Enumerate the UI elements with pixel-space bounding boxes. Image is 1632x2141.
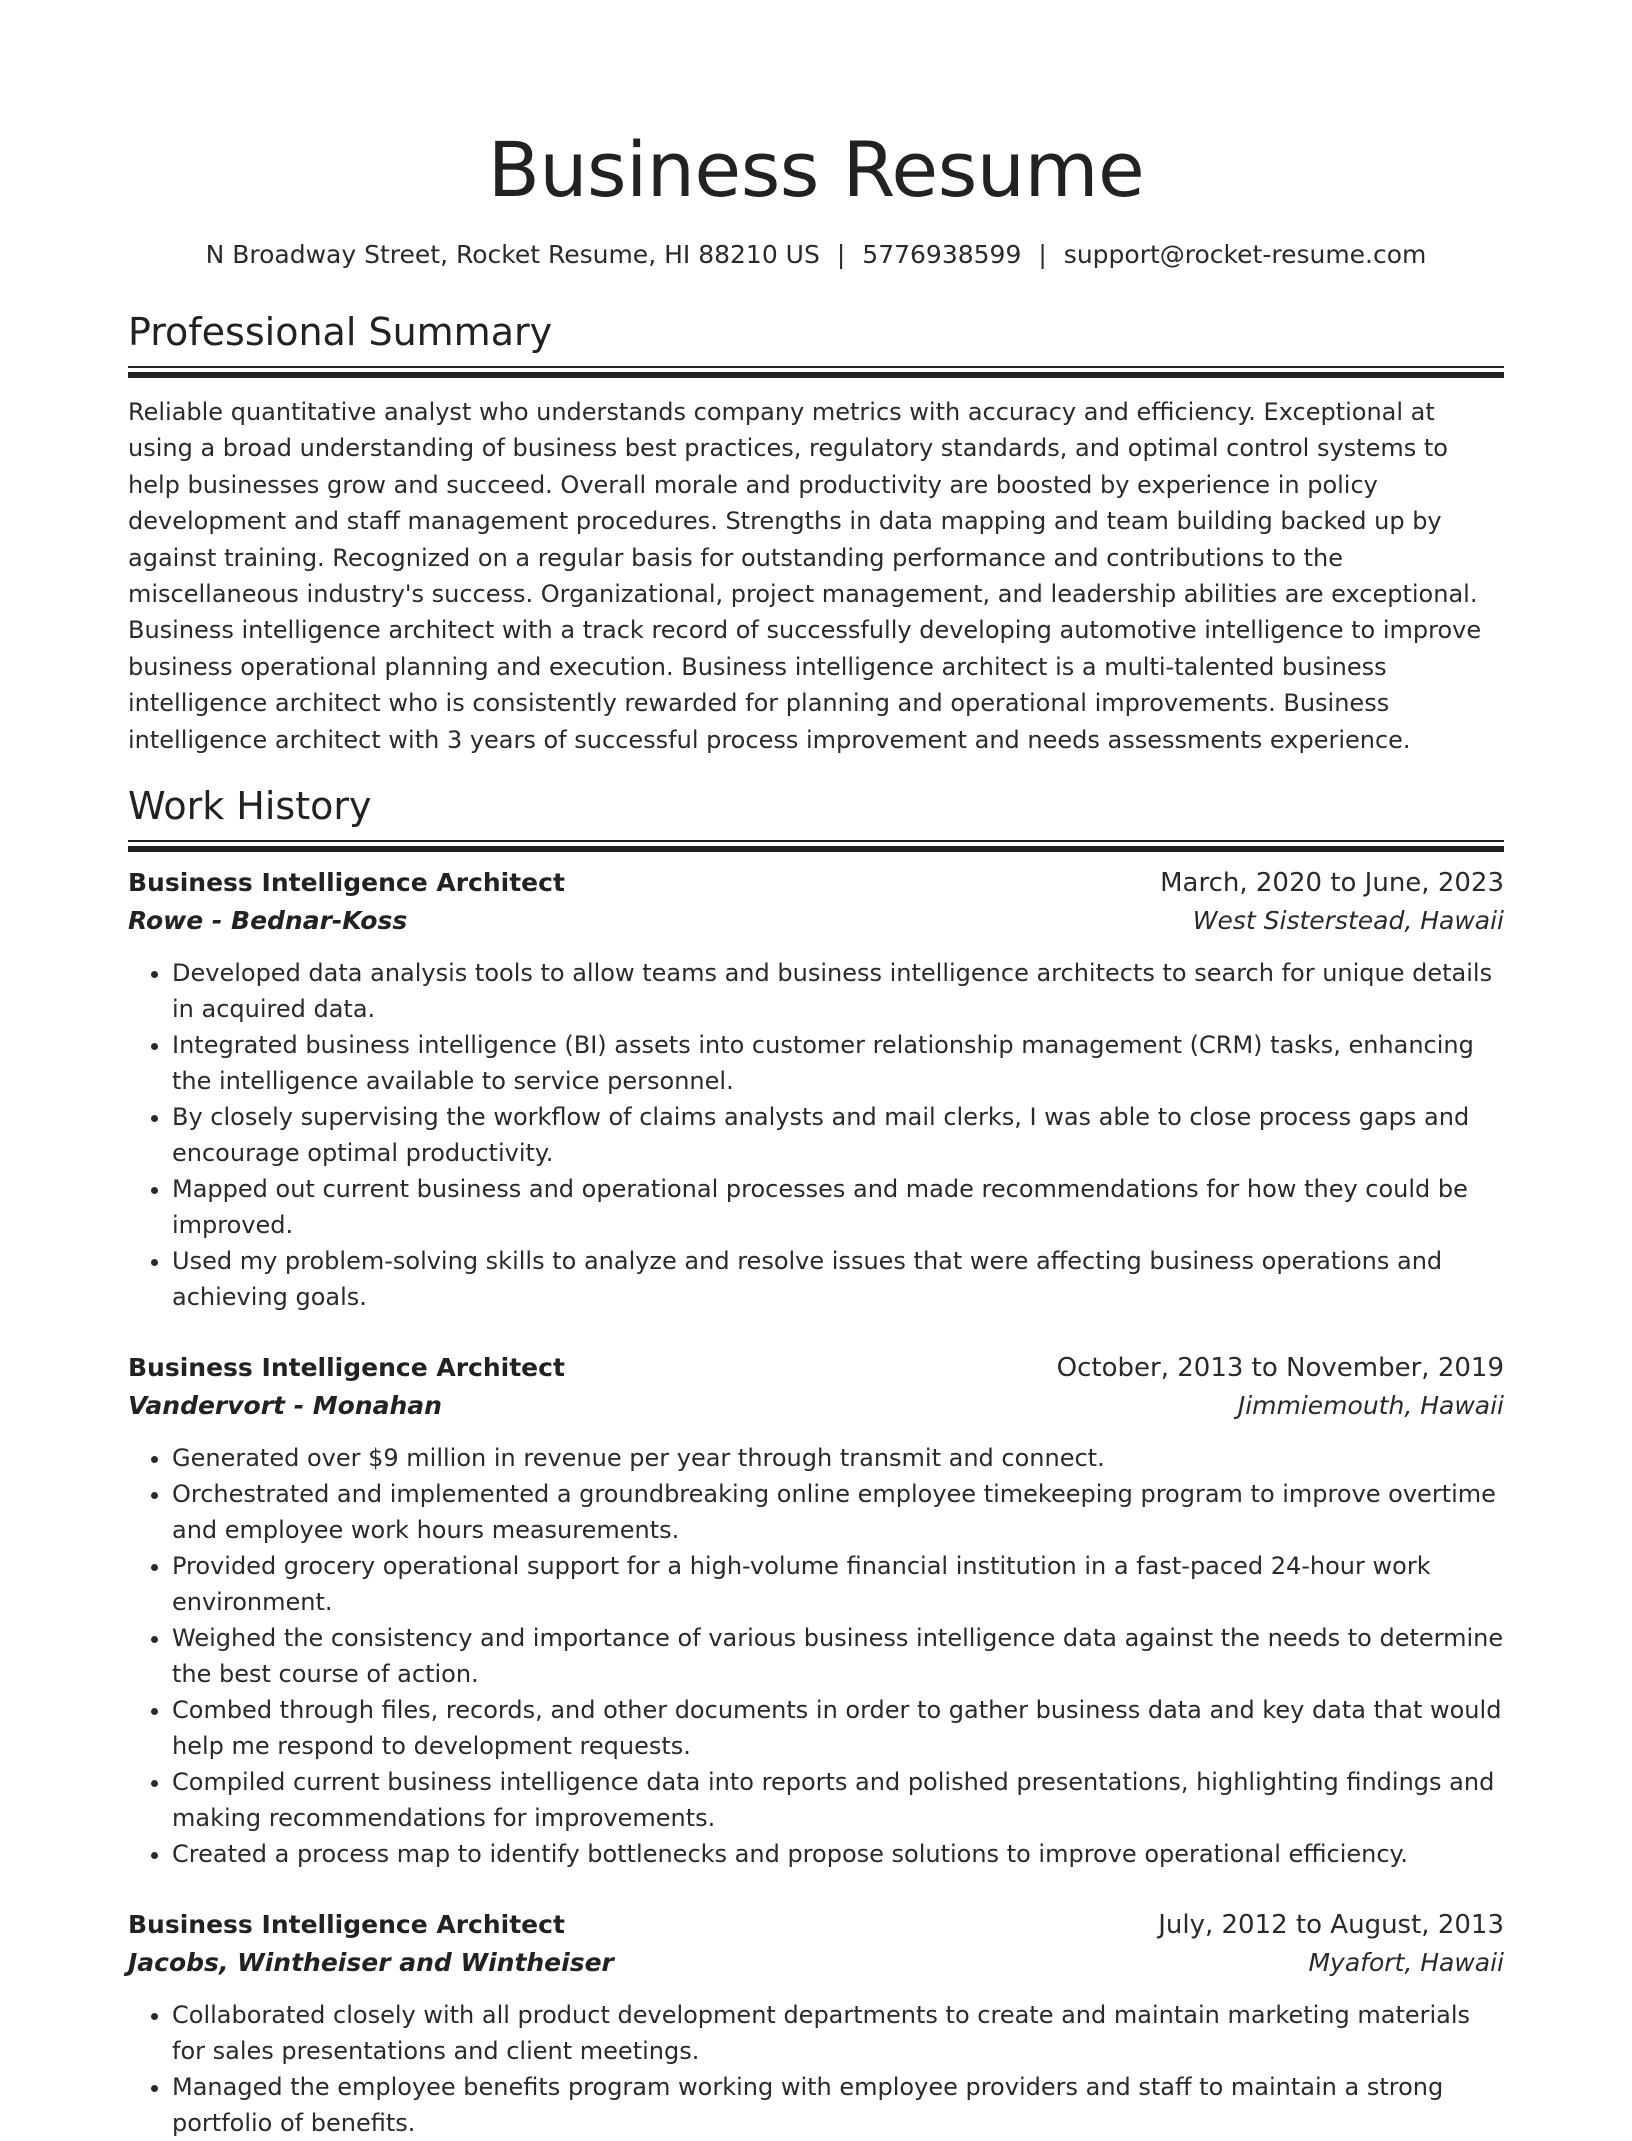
job-header (128, 1906, 1504, 1944)
job-dates: July, 2012 to August, 2013 (1158, 1910, 1504, 1941)
contact-separator: | (836, 240, 846, 269)
job-bullet: • Managed the employee benefits program working with employee providers and staff to maintain a strong portfolio of benefits. (172, 2069, 1504, 2141)
job-company: Vandervort - Monahan (128, 1391, 442, 1421)
job-bullet: • Collaborated closely with all product development departments to create and maintain marketing materials for sales presentations and client meetings. (172, 1997, 1504, 2069)
job-title: Business Intelligence Architect (128, 1353, 565, 1383)
summary-heading: Professional Summary (128, 310, 553, 354)
summary-divider (128, 366, 1504, 378)
contact-line (128, 238, 1504, 272)
resume-page (128, 0, 1504, 2141)
job-bullet: • Developed data analysis tools to allow teams and business intelligence architects to search for unique details in acquired data. (172, 955, 1504, 1027)
work-history-divider (128, 840, 1504, 852)
contact-email: support@rocket-resume.com (1063, 240, 1427, 269)
job-bullet: • By closely supervising the workflow of claims analysts and mail clerks, I was able to close process gaps and encourage optimal productivity. (172, 1099, 1504, 1171)
job-entry (128, 1906, 1504, 2141)
job-header (128, 1349, 1504, 1387)
job-entry (128, 1349, 1504, 1872)
contact-address: N Broadway Street, Rocket Resume, HI 88210 US (205, 240, 820, 269)
job-bullet: • Mapped out current business and operational processes and made recommendations for how they could be improved. (172, 1171, 1504, 1243)
work-history-heading: Work History (128, 784, 372, 829)
contact-separator: | (1038, 240, 1047, 269)
job-bullet: • Orchestrated and implemented a groundbreaking online employee timekeeping program to improve overtime and employee work hours measurements. (172, 1476, 1504, 1548)
job-entry (128, 864, 1504, 1315)
job-bullet: • Integrated business intelligence (BI) assets into customer relationship management (CRM) tasks, enhancing the intelligence available to service personnel. (172, 1027, 1504, 1099)
job-bullets (128, 955, 1504, 1315)
job-location: West Sisterstead, Hawaii (1192, 906, 1504, 936)
job-dates: March, 2020 to June, 2023 (1160, 868, 1504, 899)
job-subheader (128, 1387, 1504, 1425)
job-dates: October, 2013 to November, 2019 (1056, 1353, 1504, 1384)
job-bullet: • Created a process map to identify bottlenecks and propose solutions to improve operational efficiency. (172, 1836, 1504, 1872)
job-title: Business Intelligence Architect (128, 868, 565, 898)
job-header (128, 864, 1504, 902)
job-bullet: • Generated over $9 million in revenue per year through transmit and connect. (172, 1440, 1504, 1476)
contact-phone: 5776938599 (862, 240, 1022, 269)
resume-name: Business Resume (487, 125, 1145, 214)
job-subheader (128, 1944, 1504, 1982)
job-subheader (128, 902, 1504, 940)
job-bullet: • Used my problem-solving skills to analyze and resolve issues that were affecting business operations and achieving goals. (172, 1243, 1504, 1315)
job-company: Rowe - Bednar-Koss (128, 906, 408, 936)
job-location: Myafort, Hawaii (1308, 1948, 1504, 1978)
job-bullet: • Combed through files, records, and other documents in order to gather business data and key data that would help me respond to development requests. (172, 1692, 1504, 1764)
job-bullet: • Provided grocery operational support for a high-volume financial institution in a fast-paced 24-hour work environment. (172, 1548, 1504, 1620)
job-bullet: • Compiled current business intelligence data into reports and polished presentations, highlighting findings and making recommendations for improvements. (172, 1764, 1504, 1836)
job-bullets (128, 1440, 1504, 1872)
job-location: Jimmiemouth, Hawaii (1237, 1391, 1504, 1421)
summary-text: Reliable quantitative analyst who understands company metrics with accuracy and efficiency. Exceptional at using a broad understanding of business best practices, regulatory standards, and optimal control systems to help businesses grow and succeed. Overall morale and productivity are boosted by experience in policy development and staff management procedures. Strengths in data mapping and team building backed up by against training. Recognized on a regular basis for outstanding performance and contributions to the miscellaneous industry's success. Organizational, project management, and leadership abilities are exceptional. Business intelligence architect with a track record of successfully developing automotive intelligence to improve business operational planning and execution. Business intelligence architect is a multi-talented business intelligence architect who is consistently rewarded for planning and operational improvements. Business intelligence architect with 3 years of successful process improvement and needs assessments experience. (128, 398, 1482, 754)
job-title: Business Intelligence Architect (128, 1910, 565, 1940)
job-bullet: • Weighed the consistency and importance of various business intelligence data against the needs to determine the best course of action. (172, 1620, 1504, 1692)
job-company: Jacobs, Wintheiser and Wintheiser (128, 1948, 614, 1978)
job-bullets (128, 1997, 1504, 2141)
